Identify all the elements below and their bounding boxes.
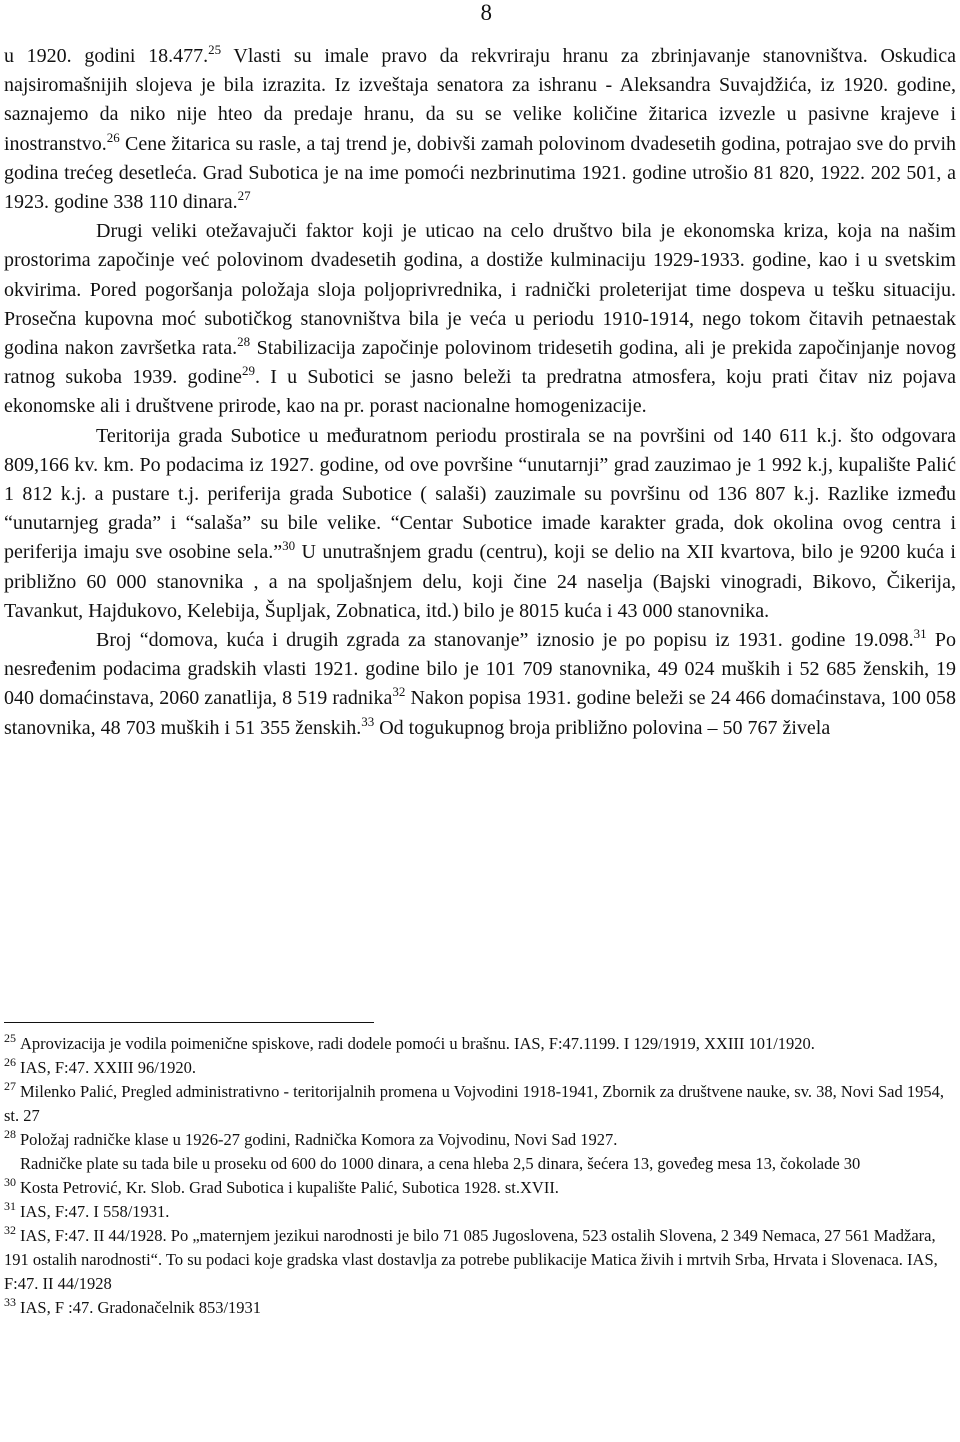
footnote (4, 1224, 956, 1296)
footnote-text: Kosta Petrović, Kr. Slob. Grad Subotica i kupalište Palić, Subotica 1928. st.XVII. (20, 1178, 559, 1197)
footnote-continuation: Radničke plate su tada bile u proseku od 600 do 1000 dinara, a cena hleba 2,5 dinara, šećera 13, goveđeg mesa 13, čokolade 30 (20, 1154, 861, 1173)
text-run: Cene žitarica su rasle, a taj trend je, dobivši zamah polovinom dvadesetih godina, potrajao sve do prvih godina trećeg desetleća. Grad Subotica je na ime pomoći nezbrinutima 1921. godine utrošio 81 820, 1922. 202 501, a 1923. godine 338 110 dinara. (4, 132, 956, 214)
footnote-text: IAS, F :47. Gradonačelnik 853/1931 (20, 1298, 262, 1317)
footnote-ref: 30 (282, 538, 296, 554)
footnote (4, 1128, 956, 1176)
footnote-number: 30 (4, 1175, 16, 1189)
footnote (4, 1176, 956, 1200)
paragraph (4, 42, 956, 217)
text-run: Drugi veliki otežavajuči faktor koji je uticao na celo društvo bila je ekonomska kriza, koja na našim prostorima započinje već polovinom dvadesetih godina, a dostiže kulminaciju 1929-1933. godine, kao i u svetskim okvirima. Pored pogoršanja položaja sloja poljoprivrednika, i radnički proleterijat time dospeva u tešku situaciju. Prosečna kupovna moć subotičkog stanovništva bila je veća u periodu 1910-1914, nego tokom čitavih petnaestak godina nakon završetka rata. (4, 220, 956, 360)
footnote-ref: 29 (241, 363, 255, 379)
text-run: Stabilizacija započinje polovinom tridesetih godina, ali je prekida započinjanje novog ratnog sukoba 1939. godine (4, 337, 956, 389)
footnote-text: IAS, F:47. XXIII 96/1920. (20, 1058, 196, 1077)
text-run: u 1920. godini 18.477. (4, 45, 209, 67)
footnote (4, 1296, 956, 1320)
footnote (4, 1200, 956, 1224)
footnote-number: 25 (4, 1031, 16, 1045)
paragraph (4, 422, 956, 626)
footnote (4, 1056, 956, 1080)
footnote-number: 28 (4, 1127, 16, 1141)
footnote (4, 1032, 956, 1056)
footnote-ref: 31 (913, 626, 927, 642)
footnote-ref: 28 (237, 334, 251, 350)
text-run: . I u Subotici se jasno beleži ta predratna atmosfera, koju prati čitav niz pojava ekonomske ali i društvene prirode, kao na pr. porast nacionalne homogenizacije. (4, 366, 956, 418)
text-run: Nakon popisa 1931. godine beleži se 24 466 domaćinstava, 100 058 stanovnika, 48 703 muških i 51 355 ženskih. (4, 687, 956, 739)
footnote-text: Položaj radničke klase u 1926-27 godini, Radnička Komora za Vojvodinu, Novi Sad 1927. (20, 1130, 618, 1149)
footnote-text: IAS, F:47. I 558/1931. (20, 1202, 170, 1221)
footnote-ref: 27 (237, 188, 251, 204)
paragraph (4, 217, 956, 421)
footnote-number: 26 (4, 1055, 16, 1069)
footnote-number: 27 (4, 1079, 16, 1093)
text-run: Broj “domova, kuća i drugih zgrada za stanovanje” iznosio je po popisu iz 1931. godine 19.098. (96, 629, 914, 652)
text-run: Teritorija grada Subotice u međuratnom periodu prostirala se na površini od 140 611 k.j. što odgovara 809,166 kv. km. Po podacima iz 1927. godine, od ove površine “unutarnji” grad zauzimao je 1 992 k.j, kupalište Palić 1 812 k.j. a pustare t.j. periferija grada Subotice ( salaši) zauzimale su površinu od 136 807 k.j. Razlike između “unutarnjeg grada” i “salaša” su bile velike. “Centar Subotice imade karakter grada, dok okolina ovog centra i periferija imaju sve osobine sela.” (4, 424, 956, 564)
text-run: Vlasti su imale pravo da rekvriraju hranu za zbrinjavanje stanovništva. Oskudica najsiromašnijih slojeva je bila izrazita. Iz izveštaja senatora za ishranu - Aleksandra Suvajdžića, iz 1920. godine, saznajemo da niko nije hteo da predaje hranu, da su se velike količine žitarica izvezle u pasivne krajeve i inostranstvo. (4, 45, 956, 155)
footnotes (4, 1032, 956, 1320)
footnote-ref: 26 (106, 129, 120, 145)
text-run: Od togukupnog broja približno polovina – 50 767 živela (374, 716, 831, 739)
footnote-separator (4, 1022, 374, 1023)
body-text (4, 42, 956, 743)
footnote-number: 32 (4, 1223, 16, 1237)
footnote-number: 31 (4, 1199, 16, 1213)
footnote-text: Milenko Palić, Pregled administrativno - teritorijalnih promena u Vojvodini 1918-1941, Zbornik za društvene nauke, sv. 38, Novi Sad 1954, st. 27 (4, 1082, 945, 1125)
footnote-text: IAS, F:47. II 44/1928. Po „maternjem jezikui narodnosti je bilo 71 085 Jugoslovena, 523 ostalih Slovena, 2 349 Nemaca, 27 561 Madžara, 191 ostalih narodnosti“. To su podaci koje gradska vlast dostavlja za potrebe publikacije Matica živih i mrtvih Srba, Hrvata i Slovenaca. IAS, F:47. II 44/1928 (4, 1226, 938, 1293)
footnote-number: 33 (4, 1295, 16, 1309)
page-number: 8 (480, 0, 492, 25)
paragraph (4, 626, 956, 743)
footnote-ref: 33 (361, 713, 375, 729)
footnote (4, 1080, 956, 1128)
footnote-ref: 32 (392, 684, 406, 700)
footnote-ref: 25 (208, 42, 222, 57)
footnote-text: Aprovizacija je vodila poimenične spiskove, radi dodele pomoći u brašnu. IAS, F:47.1199. I 129/1919, XXIII 101/1920. (20, 1034, 815, 1053)
text-run: U unutrašnjem gradu (centru), koji se delio na XII kvartova, bilo je 9200 kuća i približno 60 000 stanovnika , a na spoljašnjem delu, koji čine 24 naselja (Bajski vinogradi, Bikovo, Čikerija, Tavankut, Hajdukovo, Kelebija, Šupljak, Zobnatica, itd.) bilo je 8015 kuća i 43 000 stanovnika. (4, 541, 956, 622)
text-run: Po nesređenim podacima gradskih vlasti 1921. godine bilo je 101 709 stanovnika, 49 024 muških i 52 685 ženskih, 19 040 domaćinstava, 2060 zanatlija, 8 519 radnika (4, 629, 957, 710)
